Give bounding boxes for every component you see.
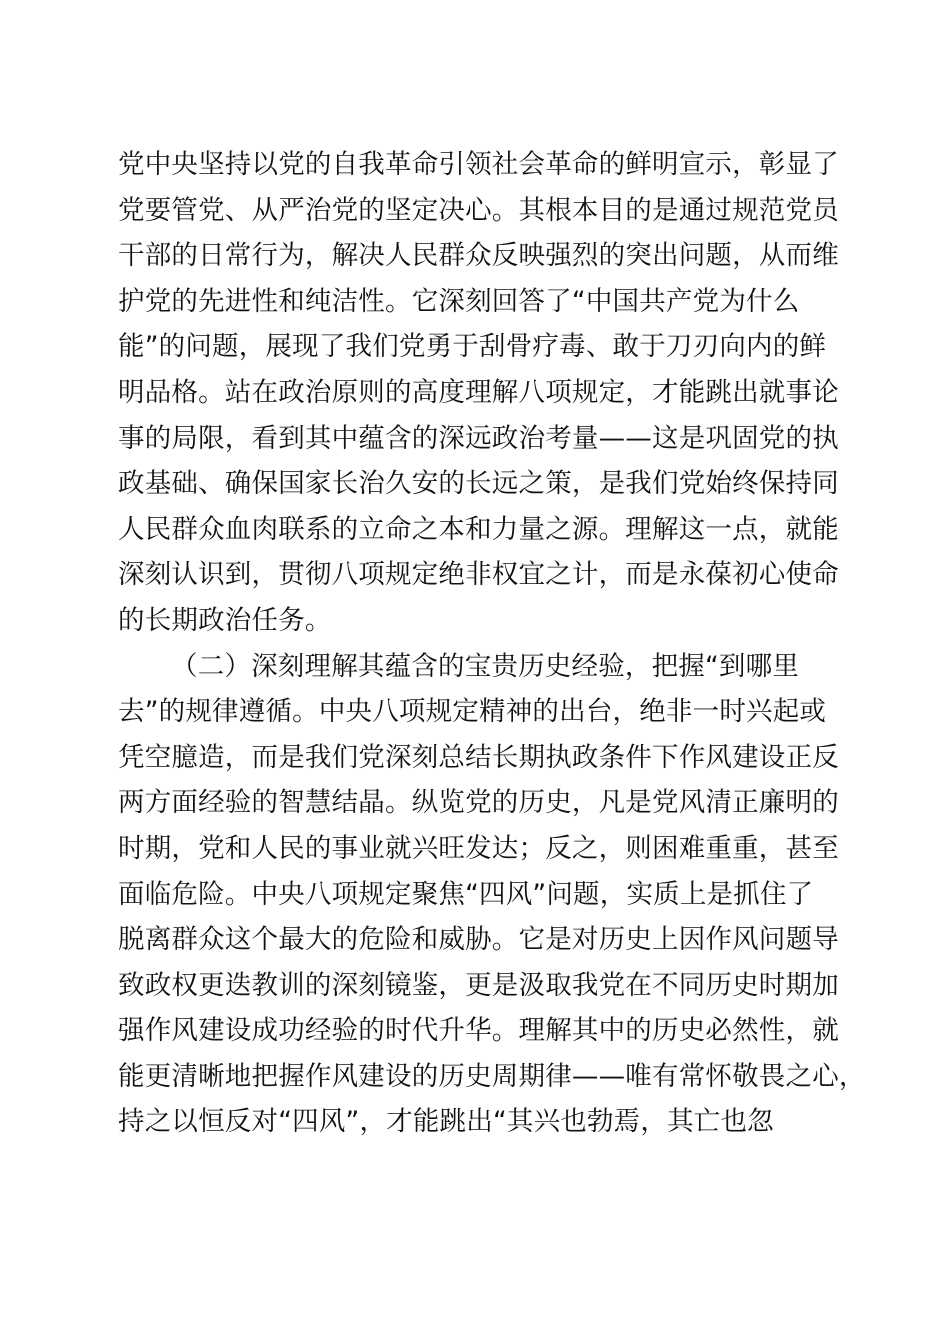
text-line: 时期，党和人民的事业就兴旺发达；反之，则困难重重，甚至 xyxy=(118,832,839,864)
text-line: 两方面经验的智慧结晶。纵览党的历史，凡是党风清正廉明的 xyxy=(118,787,839,819)
text-line: 持之以恒反对“四风”，才能跳出“其兴也勃焉，其亡也忽 xyxy=(118,1106,774,1138)
text-line: 面临危险。中央八项规定聚焦“四风”问题，实质上是抓住了 xyxy=(118,878,814,910)
section-heading-line: （二）深刻理解其蕴含的宝贵历史经验，把握“到哪里 xyxy=(171,650,800,682)
text-line: 干部的日常行为，解决人民群众反映强烈的突出问题，从而维 xyxy=(118,240,839,272)
text-line: 护党的先进性和纯洁性。它深刻回答了“中国共产党为什么 xyxy=(118,285,800,317)
text-line: 政基础、确保国家长治久安的长远之策，是我们党始终保持同 xyxy=(118,468,839,500)
text-line: 脱离群众这个最大的危险和威胁。它是对历史上因作风问题导 xyxy=(118,924,839,956)
text-line: 事的局限，看到其中蕴含的深远政治考量——这是巩固党的执 xyxy=(118,422,839,454)
text-line: 凭空臆造，而是我们党深刻总结长期执政条件下作风建设正反 xyxy=(118,741,839,773)
text-line: 党要管党、从严治党的坚定决心。其根本目的是通过规范党员 xyxy=(118,194,839,226)
text-line: 能”的问题，展现了我们党勇于刮骨疗毒、敢于刀刃向内的鲜 xyxy=(118,331,827,363)
text-line: 明品格。站在政治原则的高度理解八项规定，才能跳出就事论 xyxy=(118,376,839,408)
body-text xyxy=(118,142,866,1145)
text-line: 党中央坚持以党的自我革命引领社会革命的鲜明宣示，彰显了 xyxy=(118,149,839,180)
text-line: 深刻认识到，贯彻八项规定绝非权宜之计，而是永葆初心使命 xyxy=(118,559,839,591)
text-line: 致政权更迭教训的深刻镜鉴，更是汲取我党在不同历史时期加 xyxy=(118,969,839,1001)
text-line: 去”的规律遵循。中央八项规定精神的出台，绝非一时兴起或 xyxy=(118,696,827,728)
text-line: 强作风建设成功经验的时代升华。理解其中的历史必然性，就 xyxy=(118,1015,839,1047)
text-line: 人民群众血肉联系的立命之本和力量之源。理解这一点，就能 xyxy=(118,513,839,545)
text-line: 的长期政治任务。 xyxy=(118,604,332,636)
text-line: 能更清晰地把握作风建设的历史周期律——唯有常怀敬畏之心， xyxy=(118,1060,866,1092)
